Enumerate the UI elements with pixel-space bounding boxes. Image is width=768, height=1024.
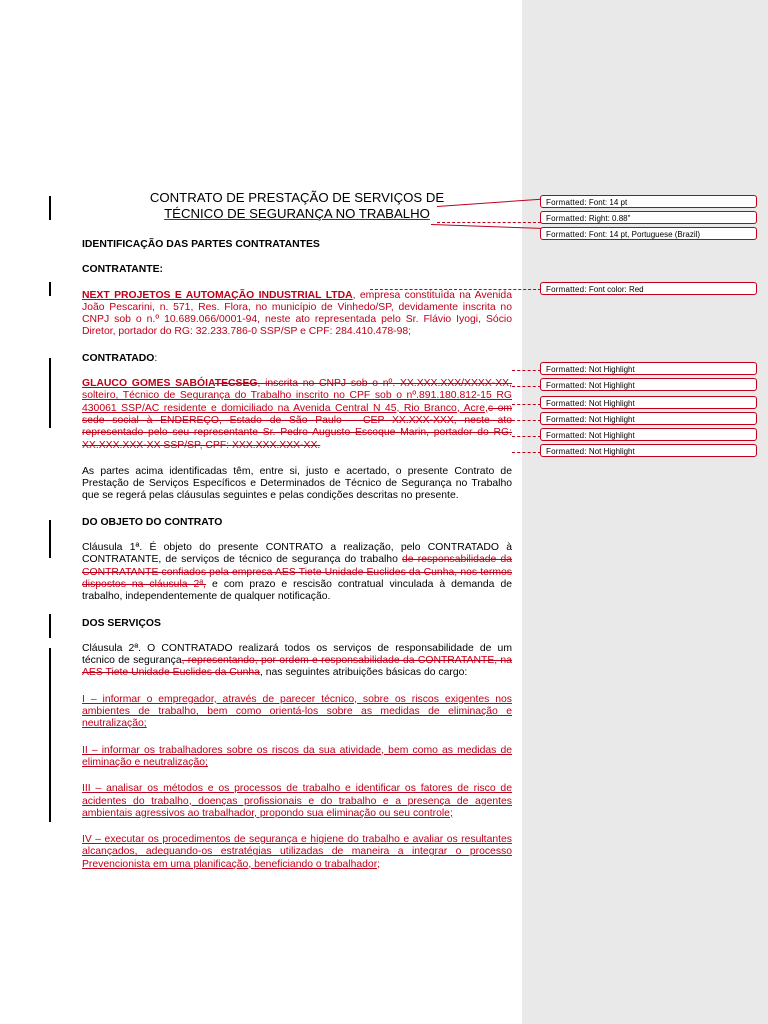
change-bar xyxy=(49,520,51,558)
contratado-paragraph xyxy=(82,378,512,452)
change-bar xyxy=(49,282,51,296)
balloon-label: Formatted: xyxy=(546,381,587,390)
clause-1-end: e com prazo e rescisão contratual vinculada à demanda de trabalho, independentemente de qualquer notificação. xyxy=(82,578,513,603)
format-balloon[interactable] xyxy=(540,428,757,441)
heading-contratado-label: CONTRATADO xyxy=(82,352,155,364)
duty-item-1: I – informar o empregador, através de parecer técnico, sobre os riscos exigentes nos ambientes de trabalho, bem como orientá-los sobre as medidas de eliminação e neutralização; xyxy=(82,693,512,730)
change-bar xyxy=(49,196,51,220)
balloon-connector xyxy=(512,404,541,405)
format-balloon[interactable] xyxy=(540,227,757,240)
duty-item-2: II – informar os trabalhadores sobre os riscos da sua atividade, bem como as medidas de eliminação e neutralização; xyxy=(82,744,512,768)
balloon-value: Font: 14 pt xyxy=(588,198,628,207)
balloon-value: Not Highlight xyxy=(588,431,635,440)
balloon-connector xyxy=(512,436,541,437)
format-balloon[interactable] xyxy=(540,195,757,208)
heading-contratante-colon: : xyxy=(159,264,164,276)
balloon-label: Formatted: xyxy=(546,399,587,408)
contratante-name: NEXT PROJETOS E AUTOMAÇÃO INDUSTRIAL LTDA xyxy=(82,289,353,301)
balloon-value: Right: 0.88" xyxy=(588,214,631,223)
heading-parties: IDENTIFICAÇÃO DAS PARTES CONTRATANTES xyxy=(82,239,320,250)
format-balloon[interactable] xyxy=(540,378,757,391)
clause-2-end: , nas seguintes atribuições básicas do cargo: xyxy=(259,667,468,679)
clause-2-deleted: , representando, por ordem e responsabilidade da CONTRATANTE, na AES Tiete Unidade Euclides da Cunha xyxy=(82,655,512,679)
balloon-connector xyxy=(512,370,541,371)
balloon-value: Font color: Red xyxy=(588,285,644,294)
balloon-value: Font: 14 pt, Portuguese (Brazil) xyxy=(588,230,701,239)
balloon-label: Formatted: xyxy=(546,431,587,440)
markup-pane xyxy=(522,0,768,1024)
change-bar xyxy=(49,648,51,822)
contratado-deleted-1: , inscrita no CNPJ sob o nº. XX.XXX.XXX/XXXX-XX, xyxy=(257,378,512,390)
balloon-connector xyxy=(437,222,541,223)
title-line-1: CONTRATO DE PRESTAÇÃO DE SERVIÇOS DE xyxy=(149,190,445,205)
heading-servicos: DOS SERVIÇOS xyxy=(82,617,161,629)
balloon-value: Not Highlight xyxy=(588,365,635,374)
title-line-2: TÉCNICO DE SEGURANÇA NO TRABALHO xyxy=(164,206,430,221)
format-balloon[interactable] xyxy=(540,362,757,375)
clause-2-start: Cláusula 2ª. O CONTRATADO realizará todos os serviços de responsabilidade de um técnico de segurança xyxy=(82,642,512,667)
balloon-label: Formatted: xyxy=(546,230,587,239)
balloon-value: Not Highlight xyxy=(588,447,635,456)
clause-1-start: Cláusula 1ª. É objeto do presente CONTRATO a realização, pelo CONTRATADO à CONTRATANTE, de serviços de técnico de segurança do trabalho xyxy=(82,542,512,566)
heading-contratado-colon: : xyxy=(154,352,158,364)
duty-item-4: IV – executar os procedimentos de segurança e higiene do trabalho e avaliar os resultantes alcançados, adequando-os estratégias utilizadas de maneira a integrar o processo Prevencionista em uma planificação, beneficiando o trabalhador; xyxy=(82,834,512,870)
contratado-deleted-name: TECSEG xyxy=(214,378,258,390)
contratante-text: , empresa constituída na Avenida João Pescarini, n. 571, Res. Flora, no município de Vinhedo/SP, devidamente inscrita no CNPJ sob o n.º 10.689.066/0001-94, neste ato representada pelo Sr. Flávio Iyogi, Sócio Diretor, portador do RG: 32.233.786-0 SSP/SP e CPF: 284.410.478-98; xyxy=(82,289,512,338)
parties-paragraph: As partes acima identificadas têm, entre si, justo e acertado, o presente Contrato de Prestação de Serviços Específicos e Determinados de Técnico de Segurança no Trabalho que se regerá pelas cláusulas seguintes e pelas condições descritas no presente. xyxy=(82,465,512,502)
heading-contratado xyxy=(82,353,512,365)
contratante-paragraph xyxy=(82,290,512,339)
balloon-label: Formatted: xyxy=(546,285,587,294)
contratado-inserted: solteiro, Técnico de Segurança do Trabalho inscrito no CPF sob o nº.891.180.812-15 RG 430061 SSP/AC residente e domiciliado na Avenida Central N 45, Rio Branco, Acre, xyxy=(82,390,512,414)
format-balloon[interactable] xyxy=(540,211,757,224)
balloon-label: Formatted: xyxy=(546,198,587,207)
contratado-name: GLAUCO GOMES SABÓIA xyxy=(82,378,215,390)
balloon-label: Formatted: xyxy=(546,365,587,374)
contratado-deleted-2: c om sede social à ENDEREÇO, Estado de São Paulo – CEP XX.XXX-XXX, neste ato representado pelo seu representante Sr. Pedro Augusto Escoque Marin, portador do RG: XX.XXX.XXX-XX SSP/SP, CPF: XXX.XXX.XXX-XX. xyxy=(82,402,512,451)
heading-contratante xyxy=(82,264,512,276)
duty-item-3: III – analisar os métodos e os processos de trabalho e identificar os fatores de risco de acidentes do trabalho, doenças profissionais e do trabalho e a presença de agentes ambientais agressivos ao trabalhador, propondo sua eliminação ou seu controle; xyxy=(82,783,512,819)
format-balloon[interactable] xyxy=(540,412,757,425)
change-bar xyxy=(49,358,51,428)
balloon-label: Formatted: xyxy=(546,415,587,424)
format-balloon[interactable] xyxy=(540,282,757,295)
balloon-connector xyxy=(370,289,541,290)
format-balloon[interactable] xyxy=(540,444,757,457)
balloon-label: Formatted: xyxy=(546,214,587,223)
clause-1 xyxy=(82,542,512,603)
balloon-connector xyxy=(512,452,541,453)
clause-2 xyxy=(82,643,512,680)
format-balloon[interactable] xyxy=(540,396,757,409)
balloon-connector xyxy=(512,420,541,421)
change-bar xyxy=(49,614,51,638)
balloon-value: Not Highlight xyxy=(588,381,635,390)
balloon-connector xyxy=(512,386,541,387)
balloon-value: Not Highlight xyxy=(588,399,635,408)
balloon-value: Not Highlight xyxy=(588,415,635,424)
document-body xyxy=(82,190,512,885)
heading-contratante-label: CONTRATANTE xyxy=(82,264,160,276)
heading-objeto: DO OBJETO DO CONTRATO xyxy=(82,516,223,528)
clause-1-deleted: de responsabilidade da CONTRATANTE confiados pela empresa AES Tiete Unidade Euclides da Cunha, nos termos dispostos na cláusula 2ª, xyxy=(82,554,513,590)
balloon-label: Formatted: xyxy=(546,447,587,456)
